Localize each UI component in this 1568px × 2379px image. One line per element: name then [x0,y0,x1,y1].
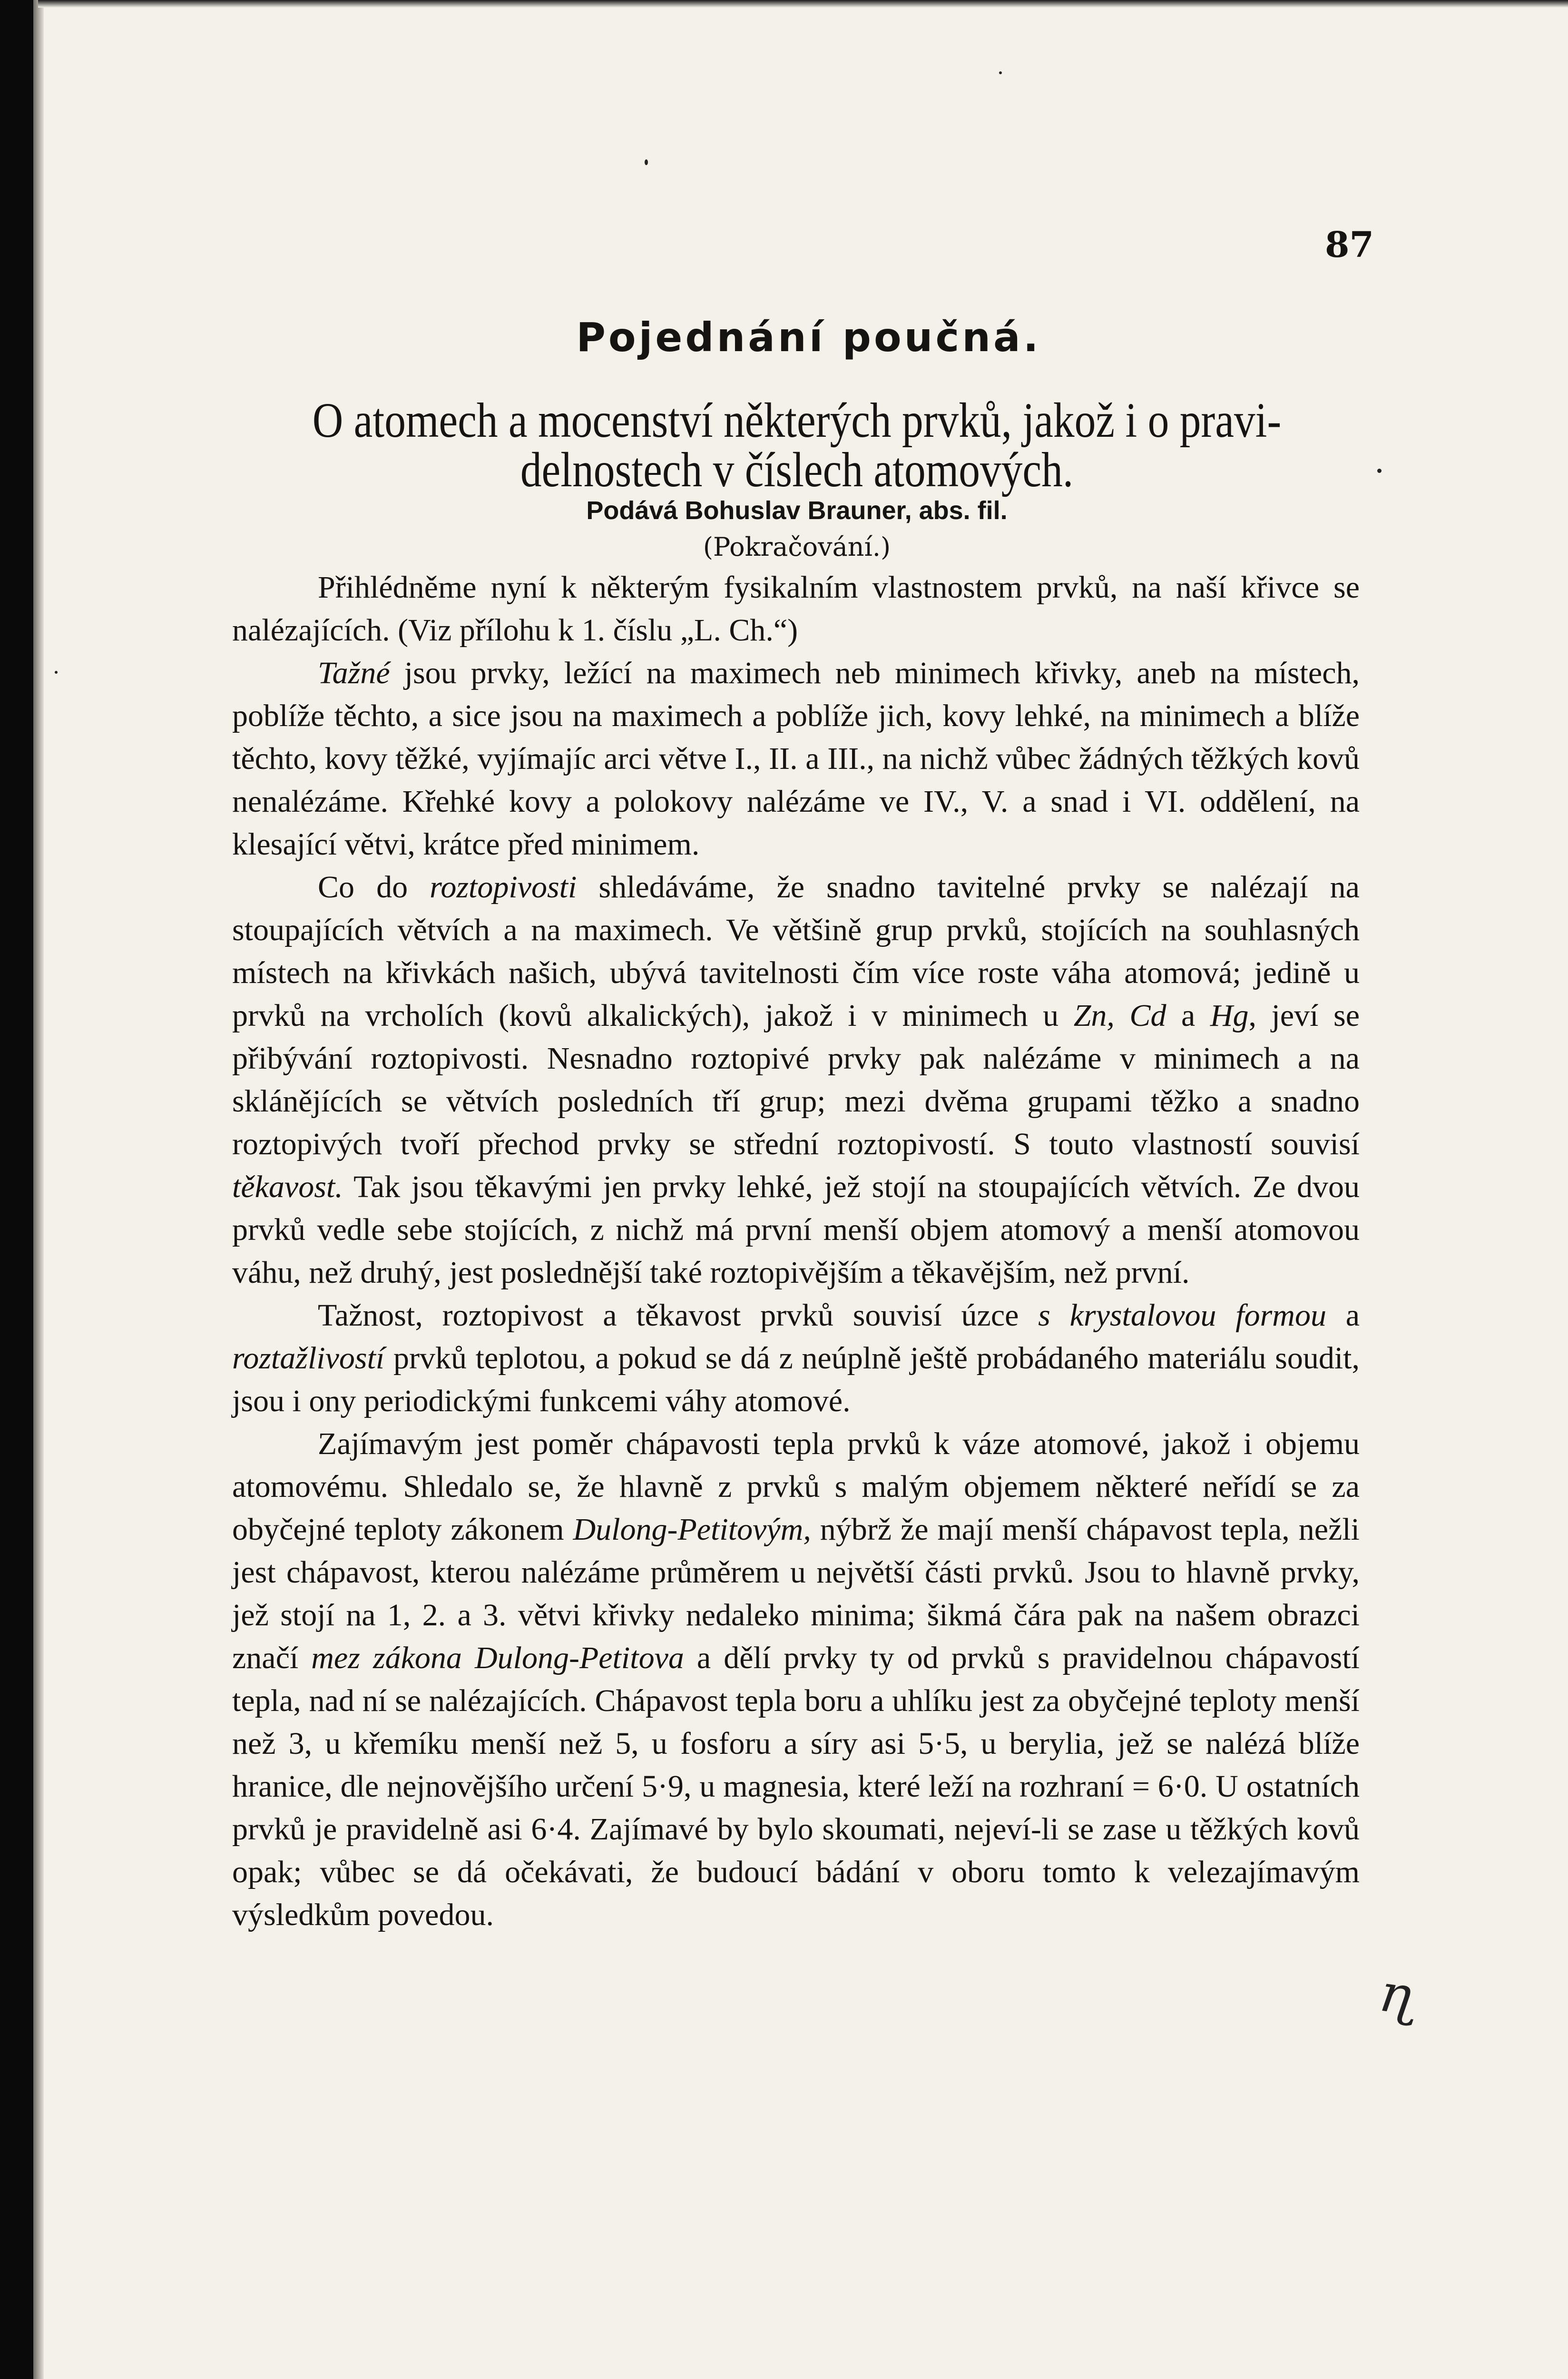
paragraph-1: Přihlédněme nyní k některým fysikalním vlastnostem prvků, na naší křivce se nalézajících. (Viz přílohu k 1. číslu „L. Ch.“) [232,570,1360,648]
paper-speck [645,159,648,165]
gutter-gradient [33,0,44,2379]
paper-speck [1377,469,1382,473]
top-edge-shadow [38,0,1568,8]
page-number: 87 [1325,225,1374,265]
paper-speck [999,71,1002,74]
handwritten-margin-mark: ɳ [1375,1962,1420,2027]
continued-note: (Pokračování.) [703,532,891,562]
article-title [308,393,1285,497]
article-title-line-1: O atomech a mocenství některých prvků, jakož i o pravi- [312,393,1282,448]
article-title-line-2: delnostech v číslech atomových. [520,442,1074,497]
book-spine-shadow [0,0,33,2379]
author-line: Podává Bohuslav Brauner, abs. fil. [586,496,1008,525]
paragraph-5: Zajímavým jest poměr chápavosti tepla prvků k váze atomové, jakož i objemu atomovému. Shledalo se, že hlavně z prvků s malým objemem některé neřídí se za obyčejné teploty zákonem Dulong-Petitovým, nýbrž že mají menší chápavost tepla, nežli jest chápavost, kterou nalézáme průměrem u největší části prvků. Jsou to hlavně prvky, jež stojí na 1, 2. a 3. větvi křivky nedaleko minima; šikmá čára pak na našem obrazci značí mez zákona Dulong-Petitova a dělí prvky ty od prvků s pravidelnou chápavostí tepla, nad ní se nalézajících. Chápavost tepla boru a uhlíku jest za obyčejné teploty menší než 3, u křemíku menší než 5, u fosforu a síry asi 5·5, u berylia, jež se nalézá blíže hranice, dle nejnovějšího určení 5·9, u magnesia, které leží na rozhraní = 6·0. U ostatních prvků je pravidelně asi 6·4. Zajímavé by bylo skoumati, nejeví-li se zase u těžkých kovů opak; vůbec se dá očekávati, že budoucí bádání v oboru tomto k velezajímavým výsledkům povedou. [232,1426,1360,1932]
article-body [232,566,1360,1937]
paragraph-4: Tažnost, roztopivost a těkavost prvků souvisí úzce s krystalovou formou a roztažlivostí prvků teplotou, a pokud se dá z neúplně ještě probádaného materiálu soudit, jsou i ony periodickými funkcemi váhy atomové. [232,1298,1360,1418]
section-title: Pojednání poučná. [576,314,1041,361]
paper-speck [55,671,58,674]
paragraph-2: Tažné jsou prvky, ležící na maximech neb minimech křivky, aneb na místech, poblíže těchto, a sice jsou na maximech a poblíže jich, kovy lehké, na minimech a blíže těchto, kovy těžké, vyjímajíc arci větve I., II. a III., na nichž vůbec žádných těžkých kovů nenalézáme. Křehké kovy a polokovy nalézáme ve IV., V. a snad i VI. oddělení, na klesající větvi, krátce před minimem. [232,656,1360,862]
paragraph-3: Co do roztopivosti shledáváme, že snadno tavitelné prvky se nalézají na stoupajících větvích a na maximech. Ve většině grup prvků, stojících na souhlasných místech na křivkách našich, ubývá tavitelnosti čím více roste váha atomová; jedině u prvků na vrcholích (kovů alkalických), jakož i v minimech u Zn, Cd a Hg, jeví se přibývání roztopivosti. Nesnadno roztopivé prvky pak nalézáme v minimech a na sklánějících se větvích posledních tří grup; mezi dvěma grupami těžko a snadno roztopivých tvoří přechod prvky se střední roztopivostí. S touto vlastností souvisí těkavost. Tak jsou těkavými jen prvky lehké, jež stojí na stoupajících větvích. Ze dvou prvků vedle sebe stojících, z nichž má první menší objem atomový a menší atomovou váhu, než druhý, jest poslednější také roztopivějším a těkavějším, než první. [232,870,1360,1290]
